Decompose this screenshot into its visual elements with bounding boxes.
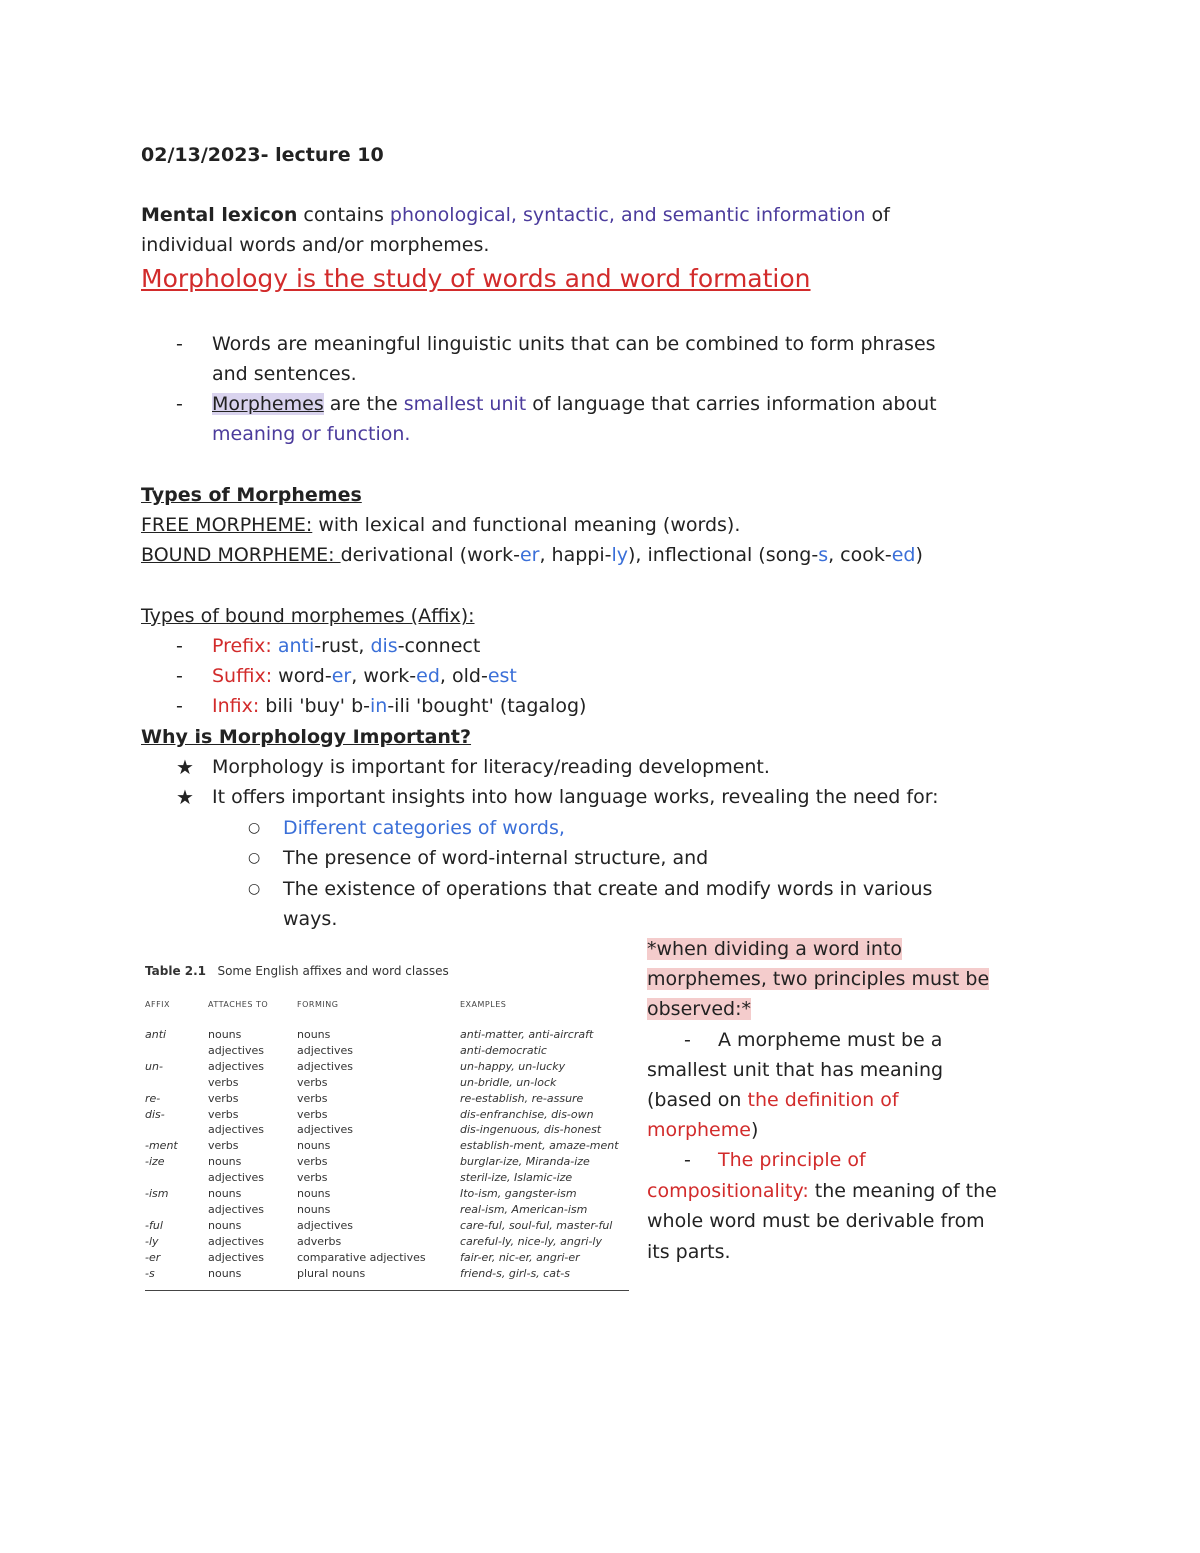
table-cell: adjectives — [297, 1043, 353, 1057]
suffix-text: word- — [272, 665, 332, 687]
table-bottom-rule — [145, 1290, 629, 1291]
table-cell: anti-matter, anti-aircraft — [460, 1028, 594, 1041]
bullet-dash: - — [684, 1029, 691, 1051]
table-cell: care-ful, soul-ful, master-ful — [460, 1218, 613, 1232]
table-cell: -ful — [145, 1218, 163, 1232]
principle-text: (based on — [647, 1089, 748, 1111]
star-icon: ★ — [176, 785, 194, 809]
suffix-ly: ly — [611, 544, 629, 566]
why-sub-2: The presence of word-internal structure, and — [283, 847, 709, 869]
table-cell: nouns — [297, 1139, 331, 1153]
definition-link-text: morpheme — [647, 1119, 751, 1141]
table-cell: adjectives — [208, 1059, 264, 1073]
table-cell: re- — [145, 1091, 161, 1105]
bullet-2-line-1 — [212, 389, 937, 419]
table-cell: establish-ment, amaze-ment — [460, 1139, 619, 1153]
suffix-text: , work- — [351, 665, 417, 687]
circle-bullet-icon: ○ — [248, 881, 261, 897]
types-heading: Types of Morphemes — [141, 484, 362, 506]
affix-table-image — [145, 960, 629, 1294]
table-cell: nouns — [208, 1028, 242, 1041]
table-number: Table 2.1 — [145, 964, 207, 978]
table-cell: comparative adjectives — [297, 1250, 426, 1264]
principle-text: the meaning of the — [808, 1180, 997, 1202]
table-cell: nouns — [297, 1187, 331, 1200]
principle-2-line-3: whole word must be derivable from — [647, 1210, 985, 1232]
infix-label: Infix: — [212, 695, 260, 717]
side-note-text: observed:* — [647, 998, 751, 1020]
suffix-s: s — [818, 544, 829, 566]
table-cell: nouns — [208, 1187, 242, 1200]
bullet-dash: - — [176, 665, 183, 687]
table-cell: steril-ize, Islamic-ize — [460, 1171, 573, 1185]
table-cell: dis-enfranchise, dis-own — [460, 1107, 594, 1121]
lexicon-term: Mental lexicon — [141, 204, 298, 226]
free-morpheme-line — [141, 510, 740, 540]
table-cell: real-ism, American-ism — [460, 1202, 588, 1216]
morphology-title: Morphology is the study of words and word formation — [141, 264, 811, 293]
why-sub-3-line-1: The existence of operations that create and modify words in various — [283, 878, 933, 900]
table-cell: re-establish, re-assure — [460, 1091, 584, 1105]
bound-text: ), inflectional (song- — [628, 544, 819, 566]
bullet-1-line-2: and sentences. — [212, 363, 357, 385]
table-cell: -er — [145, 1250, 161, 1264]
circle-bullet-icon: ○ — [248, 820, 261, 836]
suffix-ed: ed — [891, 544, 916, 566]
why-star-1: Morphology is important for literacy/reading development. — [212, 756, 770, 778]
prefix-dis: dis — [370, 635, 398, 657]
side-note-line-1 — [647, 934, 902, 964]
lexicon-info: phonological, syntactic, and semantic information — [389, 204, 866, 226]
principle-1-line-4 — [647, 1115, 758, 1145]
bullet-dash: - — [176, 695, 183, 717]
infix-text: -ili 'bought' (tagalog) — [387, 695, 587, 717]
side-note-line-3 — [647, 994, 751, 1024]
table-cell: adjectives — [297, 1218, 353, 1232]
table-cell: dis- — [145, 1107, 165, 1121]
compositionality-term: compositionality: — [647, 1180, 809, 1202]
principle-1-line-3 — [647, 1085, 899, 1115]
bound-text: ) — [915, 544, 923, 566]
infix-in: in — [370, 695, 388, 717]
table-header-affix: AFFIX — [145, 1000, 171, 1009]
table-cell: un- — [145, 1059, 163, 1073]
b2-rest: of language that carries information about — [526, 393, 937, 415]
bound-text: , happi- — [539, 544, 612, 566]
table-cell: adjectives — [208, 1234, 264, 1248]
table-cell: verbs — [297, 1155, 328, 1169]
why-star-2: It offers important insights into how language works, revealing the need for: — [212, 786, 939, 808]
table-cell: friend-s, girl-s, cat-s — [460, 1266, 570, 1280]
table-cell: adjectives — [208, 1043, 264, 1057]
table-cell: anti-democratic — [460, 1043, 547, 1057]
prefix-text: -connect — [397, 635, 481, 657]
bullet-dash: - — [176, 333, 183, 355]
circle-bullet-icon: ○ — [248, 850, 261, 866]
suffix-text: , old- — [439, 665, 488, 687]
b2-are: are the — [323, 393, 404, 415]
table-cell: -ly — [145, 1234, 159, 1248]
free-text: with lexical and functional meaning (words). — [312, 514, 741, 536]
definition-link-text: the definition of — [747, 1089, 899, 1111]
why-sub-3-line-2: ways. — [283, 908, 338, 930]
free-label: FREE MORPHEME: — [141, 514, 313, 536]
lexicon-of: of — [865, 204, 890, 226]
prefix-label: Prefix: — [212, 635, 272, 657]
infix-text: bili 'buy' b- — [259, 695, 370, 717]
why-sub-1: Different categories of words, — [283, 817, 565, 839]
suffix-line — [212, 661, 517, 691]
side-note-text: *when dividing a word into — [647, 938, 903, 960]
principle-2-line-4: its parts. — [647, 1241, 731, 1263]
principle-2-line-1: The principle of — [718, 1149, 866, 1171]
bullet-1-line-1: Words are meaningful linguistic units that can be combined to form phrases — [212, 333, 936, 355]
bound-types-heading: Types of bound morphemes (Affix): — [141, 605, 475, 627]
table-cell: verbs — [297, 1171, 328, 1185]
table-cell: adjectives — [208, 1171, 264, 1185]
table-cell: adjectives — [297, 1123, 353, 1137]
table-cell: -ment — [145, 1139, 178, 1153]
table-cell: adjectives — [297, 1059, 353, 1073]
table-cell: nouns — [208, 1218, 242, 1232]
table-cell: verbs — [208, 1091, 239, 1105]
suffix-er: er — [331, 665, 352, 687]
table-cell: -s — [145, 1266, 155, 1280]
table-cell: dis-ingenuous, dis-honest — [460, 1123, 602, 1137]
lexicon-line-1 — [141, 200, 890, 230]
table-header-forming: FORMING — [297, 1000, 339, 1009]
table-cell: burglar-ize, Miranda-ize — [460, 1155, 590, 1169]
principle-1-line-2: smallest unit that has meaning — [647, 1059, 944, 1081]
principle-text: ) — [750, 1119, 759, 1141]
why-heading: Why is Morphology Important? — [141, 726, 472, 748]
table-cell: un-happy, un-lucky — [460, 1059, 566, 1073]
side-note-text: morphemes, two principles must be — [647, 968, 990, 990]
table-cell: -ize — [145, 1155, 165, 1169]
prefix-text: -rust, — [314, 635, 371, 657]
table-title — [145, 964, 449, 978]
table-cell: fair-er, nic-er, angri-er — [460, 1250, 580, 1264]
bullet-2-line-2: meaning or function. — [212, 423, 411, 445]
table-cell: adjectives — [208, 1250, 264, 1264]
infix-line — [212, 691, 586, 721]
principle-2-line-2 — [647, 1176, 997, 1206]
table-cell: -ism — [145, 1187, 169, 1200]
table-cell: verbs — [297, 1091, 328, 1105]
table-cell: nouns — [208, 1155, 242, 1169]
suffix-ed: ed — [416, 665, 440, 687]
date-heading: 02/13/2023- lecture 10 — [141, 144, 384, 166]
star-icon: ★ — [176, 755, 194, 779]
bullet-dash: - — [176, 393, 183, 415]
prefix-anti: anti — [277, 635, 315, 657]
table-cell: verbs — [297, 1107, 328, 1121]
table-cell: careful-ly, nice-ly, angri-ly — [460, 1234, 602, 1248]
table-cell: verbs — [208, 1139, 239, 1153]
principle-1-line-1: A morpheme must be a — [718, 1029, 943, 1051]
table-cell: adverbs — [297, 1234, 342, 1248]
suffix-est: est — [487, 665, 517, 687]
bound-label: BOUND MORPHEME: — [141, 544, 341, 566]
table-cell: Ito-ism, gangster-ism — [460, 1187, 577, 1200]
bullet-dash: - — [176, 635, 183, 657]
lexicon-line-2: individual words and/or morphemes. — [141, 234, 490, 256]
smallest-unit: smallest unit — [403, 393, 527, 415]
table-cell: nouns — [297, 1202, 331, 1216]
table-header-examples: EXAMPLES — [460, 1000, 507, 1009]
table-cell: verbs — [297, 1075, 328, 1089]
prefix-line — [212, 631, 480, 661]
table-cell: plural nouns — [297, 1266, 366, 1280]
table-cell: adjectives — [208, 1202, 264, 1216]
bound-morpheme-line — [141, 540, 923, 570]
suffix-label: Suffix: — [212, 665, 273, 687]
table-header-attaches: ATTACHES TO — [208, 1000, 269, 1009]
table-cell: verbs — [208, 1075, 239, 1089]
table-cell: un-bridle, un-lock — [460, 1075, 557, 1089]
table-cell: nouns — [208, 1266, 242, 1280]
morphemes-term: Morphemes — [212, 393, 324, 415]
table-cell: anti — [145, 1028, 167, 1041]
side-note-line-2 — [647, 964, 989, 994]
suffix-er: er — [519, 544, 540, 566]
lexicon-contains: contains — [297, 204, 390, 226]
table-caption: Some English affixes and word classes — [217, 964, 449, 978]
table-cell: verbs — [208, 1107, 239, 1121]
bound-text: , cook- — [828, 544, 892, 566]
bound-text: derivational (work- — [340, 544, 520, 566]
table-cell: adjectives — [208, 1123, 264, 1137]
table-cell: nouns — [297, 1028, 331, 1041]
bullet-dash: - — [684, 1149, 691, 1171]
